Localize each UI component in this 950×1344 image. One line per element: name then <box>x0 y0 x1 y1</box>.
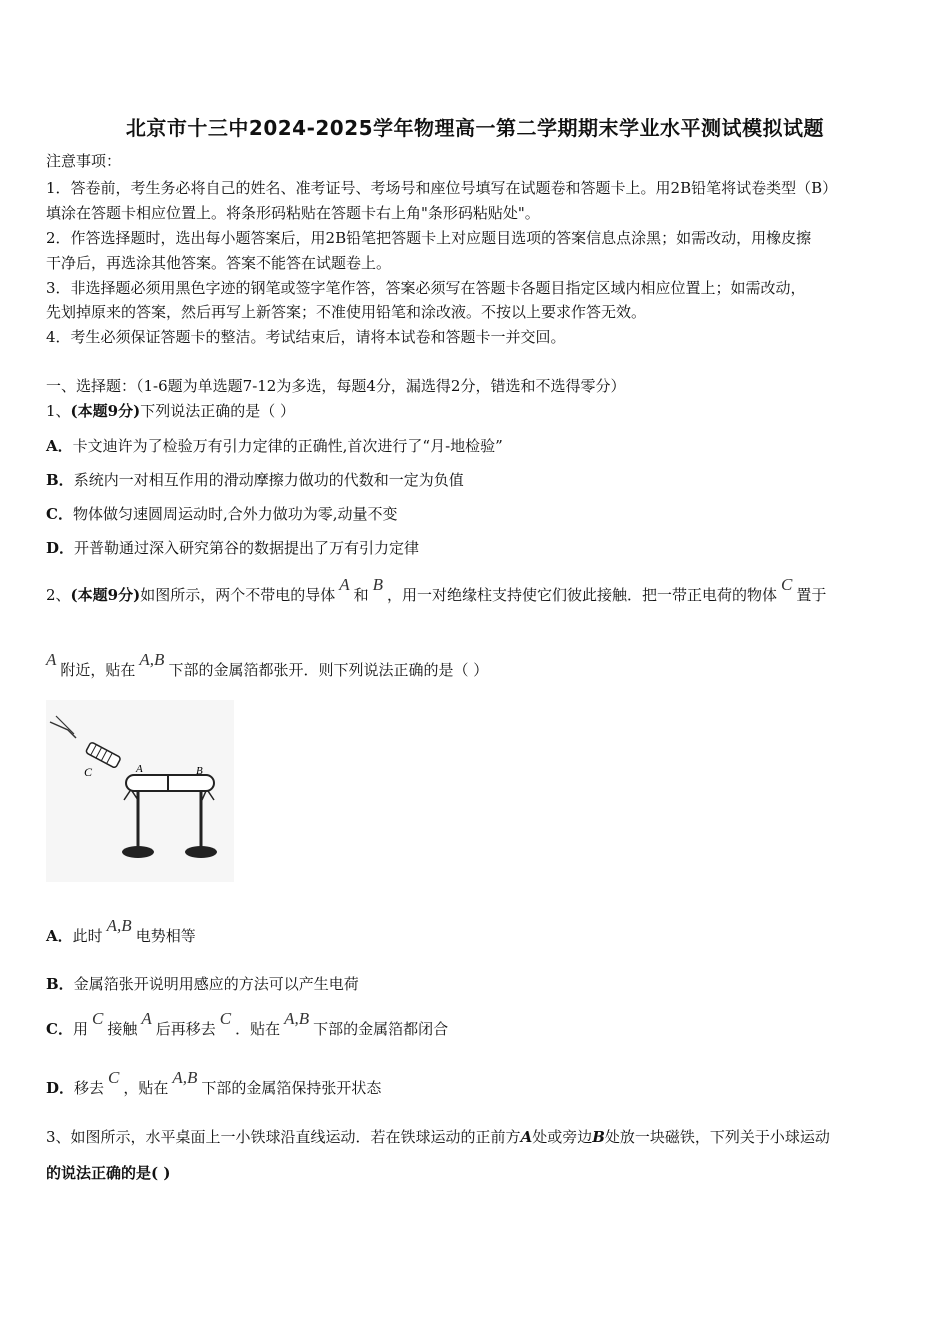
symbol-a: A <box>141 1009 152 1028</box>
notice-line-6: 先划掉原来的答案，然后再写上新答案；不准使用铅笔和涂改液。不按以上要求作答无效。 <box>46 303 647 321</box>
q2-option-d <box>46 1068 382 1098</box>
q1-score: (本题9分) <box>70 402 141 420</box>
symbol-a: A <box>339 575 350 594</box>
q2-text: 置于 <box>796 586 827 604</box>
q2-option-a <box>46 916 196 946</box>
symbol-c: C <box>108 1068 120 1087</box>
q3-text: 如图所示，水平桌面上一小铁球沿直线运动．若在铁球运动的正前方 <box>70 1128 521 1146</box>
option-text: 下部的金属箔保持张开状态 <box>201 1079 382 1097</box>
notice-line-4: 干净后，再选涂其他答案。答案不能答在试题卷上。 <box>46 254 392 272</box>
option-text: ．贴在 <box>235 1020 281 1038</box>
q1-stem-text: 下列说法正确的是（ ） <box>140 402 295 420</box>
q2-text: 附近，贴在 <box>60 661 136 679</box>
page-title: 北京市十三中2024-2025学年物理高一第二学期期末学业水平测试模拟试题 <box>125 116 825 140</box>
label-c: C <box>84 765 93 779</box>
q1-option-b <box>46 470 464 490</box>
label-a: A <box>136 763 143 775</box>
base-a <box>122 846 154 858</box>
base-b <box>185 846 217 858</box>
symbol-c: C <box>91 1009 104 1028</box>
notice-line-3: 2．作答选择题时，选出每小题答案后，用2B铅笔把答题卡上对应题目选项的答案信息点涂黑；如需改动，用橡皮擦 <box>46 229 812 247</box>
option-text: 开普勒通过深入研究第谷的数据提出了万有引力定律 <box>74 539 420 557</box>
symbol-ab: A,B <box>284 1009 310 1028</box>
section-heading: 一、选择题：（1-6题为单选题7-12为多选，每题4分，漏选得2分，错选和不选得零分） <box>46 377 626 395</box>
option-label: A． <box>46 437 73 455</box>
q3-text: 处或旁边 <box>532 1128 593 1146</box>
symbol-ab: A,B <box>172 1068 198 1087</box>
symbol-ab: A,B <box>106 916 132 935</box>
q1-number: 1、 <box>46 402 71 420</box>
option-label: D． <box>46 539 75 557</box>
notice-line-2: 填涂在答题卡相应位置上。将条形码粘贴在答题卡右上角"条形码粘贴处"。 <box>46 204 540 222</box>
q1-option-c <box>46 504 398 524</box>
q2-text: 如图所示，两个不带电的导体 <box>140 586 336 604</box>
q1-stem <box>46 401 295 421</box>
q1-option-a <box>46 436 503 456</box>
option-text: 物体做匀速圆周运动时,合外力做功为零,动量不变 <box>72 505 398 523</box>
option-text: 金属箔张开说明用感应的方法可以产生电荷 <box>73 975 359 993</box>
option-text: 卡文迪许为了检验万有引力定律的正确性,首次进行了“月-地检验” <box>72 437 503 455</box>
label-b: B <box>196 765 203 777</box>
symbol-a: A <box>46 650 57 669</box>
notice-line-7: 4．考生必须保证答题卡的整洁。考试结束后，请将本试卷和答题卡一并交回。 <box>46 328 566 346</box>
q3-stem-line-1 <box>46 1127 830 1147</box>
q2-stem-line-1 <box>46 575 827 605</box>
q2-text: ，用一对绝缘柱支持使它们彼此接触．把一带正电荷的物体 <box>387 586 778 604</box>
option-text: 移去 <box>74 1079 105 1097</box>
q1-option-d <box>46 538 419 558</box>
symbol-b: B <box>372 575 383 594</box>
option-text: 系统内一对相互作用的滑动摩擦力做功的代数和一定为负值 <box>73 471 464 489</box>
notice-line-1: 1．答卷前，考生务必将自己的姓名、准考证号、考场号和座位号填写在试题卷和答题卡上。用2B铅笔将试卷类型（B） <box>46 179 838 197</box>
q3-text: 处放一块磁铁，下列关于小球运动 <box>604 1128 830 1146</box>
notice-line-5: 3．非选择题必须用黑色字迹的钢笔或签字笔作答，答案必须写在答题卡各题目指定区域内相应位置上；如需改动， <box>46 279 806 297</box>
q2-number: 2、 <box>46 586 71 604</box>
q2-stem-line-2 <box>46 650 489 680</box>
option-label: D． <box>46 1079 75 1097</box>
conductor-bar <box>126 775 214 791</box>
option-text: 接触 <box>107 1020 138 1038</box>
notice-heading: 注意事项： <box>46 152 122 170</box>
option-label: B． <box>46 471 74 489</box>
option-text: 此时 <box>72 927 103 945</box>
option-label: C． <box>46 1020 73 1038</box>
option-label: B． <box>46 975 74 993</box>
symbol-a: A <box>520 1128 533 1146</box>
q2-score: (本题9分) <box>70 586 141 604</box>
option-text: 电势相等 <box>135 927 196 945</box>
symbol-b: B <box>592 1128 605 1146</box>
symbol-c: C <box>781 575 793 594</box>
symbol-c: C <box>219 1009 232 1028</box>
q2-option-c <box>46 1009 449 1039</box>
q2-option-b <box>46 974 359 994</box>
q2-text: 和 <box>353 586 369 604</box>
option-text: 后再移去 <box>155 1020 216 1038</box>
symbol-ab: A,B <box>139 650 165 669</box>
option-text: ，贴在 <box>123 1079 169 1097</box>
option-label: C． <box>46 505 73 523</box>
q2-text: 下部的金属箔都张开．则下列说法正确的是（ ） <box>168 661 489 679</box>
option-text: 用 <box>72 1020 88 1038</box>
q3-number: 3、 <box>46 1128 71 1146</box>
option-text: 下部的金属箔都闭合 <box>313 1020 449 1038</box>
option-label: A． <box>46 927 73 945</box>
conductors-figure <box>46 700 234 882</box>
q3-stem-line-2: 的说法正确的是( ) <box>46 1164 171 1182</box>
